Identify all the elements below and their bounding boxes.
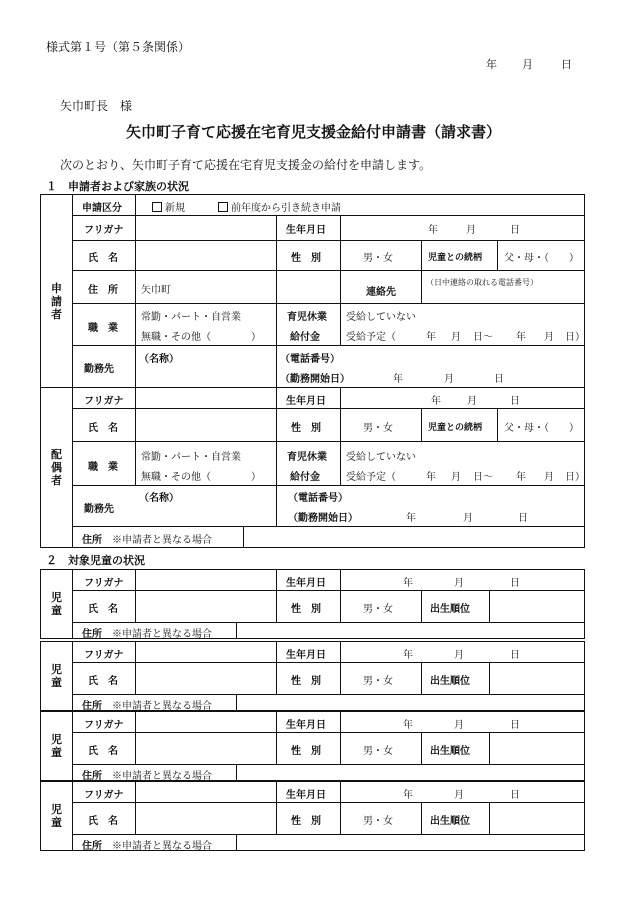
child-furigana-field[interactable] xyxy=(137,783,274,801)
applicant-leave-ymd2-year: 年 xyxy=(516,332,526,343)
applicant-leave-label: 育児休業 xyxy=(287,312,327,323)
applicant-contact-label: 連絡先 xyxy=(366,287,396,298)
child-birth-year: 年 xyxy=(403,650,413,661)
child-birth-month: 月 xyxy=(454,720,464,731)
child-name-field[interactable] xyxy=(137,734,274,762)
applicant-sex-value[interactable]: 男・女 xyxy=(363,253,393,264)
child-address-note: ※申請者と異なる場合 xyxy=(112,701,212,712)
spouse-leave-ymd2-day: 日） xyxy=(565,472,585,483)
category-new-checkbox[interactable]: 新規 xyxy=(152,199,185,214)
child-furigana-label: フリガナ xyxy=(84,578,124,589)
child-birth-order-field[interactable] xyxy=(491,734,583,762)
applicant-birth-label: 生年月日 xyxy=(286,225,326,236)
child-birth-year: 年 xyxy=(403,790,413,801)
child-furigana-field[interactable] xyxy=(137,571,274,589)
child-sex-label: 性 別 xyxy=(291,676,321,687)
applicant-relation-label: 児童との続柄 xyxy=(428,253,483,263)
child-furigana-label: フリガナ xyxy=(84,790,124,801)
child-address-label: 住所 xyxy=(82,841,102,852)
child-address-note: ※申請者と異なる場合 xyxy=(112,841,212,852)
child-side-label: 児 童 xyxy=(51,803,62,829)
spouse-birth-day: 日 xyxy=(510,396,520,407)
child-birth-order-label: 出生順位 xyxy=(430,746,470,757)
spouse-furigana-label: フリガナ xyxy=(84,396,124,407)
spouse-birth-year: 年 xyxy=(431,396,441,407)
child-name-label: 氏 名 xyxy=(88,604,118,615)
spouse-address-note: ※申請者と異なる場合 xyxy=(112,535,212,546)
applicant-leave-ymd1-day: 日～ xyxy=(473,332,493,343)
spouse-relation-value[interactable]: 父・母・（ ） xyxy=(504,423,579,434)
child-name-label: 氏 名 xyxy=(88,746,118,757)
child-furigana-label: フリガナ xyxy=(84,650,124,661)
spouse-name-field[interactable] xyxy=(137,410,274,439)
child-sex-value[interactable]: 男・女 xyxy=(363,604,393,615)
applicant-leave-label-2: 給付金 xyxy=(290,332,320,343)
applicant-birth-month: 月 xyxy=(466,225,476,236)
spouse-sex-value[interactable]: 男・女 xyxy=(363,423,393,434)
child-furigana-field[interactable] xyxy=(137,713,274,731)
child-address-field[interactable] xyxy=(238,765,583,779)
child-address-label: 住所 xyxy=(82,771,102,782)
applicant-furigana-label: フリガナ xyxy=(84,225,124,236)
child-address-label: 住所 xyxy=(82,701,102,712)
child-name-field[interactable] xyxy=(137,592,274,620)
applicant-leave-ymd1-month: 月 xyxy=(451,332,461,343)
applicant-job-label: 職 業 xyxy=(88,323,118,334)
child-furigana-field[interactable] xyxy=(137,643,274,661)
spouse-leave-none[interactable]: 受給していない xyxy=(346,452,416,463)
child-address-field[interactable] xyxy=(238,623,583,637)
child-name-field[interactable] xyxy=(137,664,274,692)
child-sex-value[interactable]: 男・女 xyxy=(363,746,393,757)
spouse-leave-planned[interactable]: 受給予定（ xyxy=(346,472,396,483)
child-name-label: 氏 名 xyxy=(88,676,118,687)
applicant-workplace-label: 勤務先 xyxy=(84,364,114,375)
spouse-job-option-other[interactable]: 無職・その他（ ） xyxy=(141,472,261,483)
applicant-work-start-day: 日 xyxy=(494,374,504,385)
child-side-label: 児 童 xyxy=(51,591,62,617)
spouse-job-option-employed[interactable]: 常勤・パート・自営業 xyxy=(141,452,241,463)
spouse-work-start-month: 月 xyxy=(463,513,473,524)
child-sex-value[interactable]: 男・女 xyxy=(363,676,393,687)
category-continue-checkbox[interactable]: 前年度から引き続き申請 xyxy=(218,199,341,214)
child-birth-day: 日 xyxy=(510,720,520,731)
spouse-relation-label: 児童との続柄 xyxy=(428,423,483,433)
child-birth-label: 生年月日 xyxy=(286,790,326,801)
applicant-sex-label: 性 別 xyxy=(291,253,321,264)
spouse-work-start: （勤務開始日） xyxy=(288,513,358,524)
applicant-address-label: 住 所 xyxy=(88,285,118,296)
applicant-leave-ymd2-month: 月 xyxy=(544,332,554,343)
spouse-sex-label: 性 別 xyxy=(291,423,321,434)
child-sex-value[interactable]: 男・女 xyxy=(363,816,393,827)
child-furigana-label: フリガナ xyxy=(84,720,124,731)
intro-text: 次のとおり、矢巾町子育て応援在宅育児支援金の給付を申請します。 xyxy=(60,158,432,172)
child-birth-day: 日 xyxy=(510,650,520,661)
applicant-furigana-field[interactable] xyxy=(137,217,274,238)
child-address-note: ※申請者と異なる場合 xyxy=(112,629,212,640)
child-side-label: 児 童 xyxy=(51,733,62,759)
date-day-label: 日 xyxy=(561,58,572,71)
child-sex-label: 性 別 xyxy=(291,816,321,827)
child-address-note: ※申請者と異なる場合 xyxy=(112,771,212,782)
spouse-workplace-phone[interactable]: （電話番号） xyxy=(288,493,348,504)
applicant-birth-year: 年 xyxy=(428,225,438,236)
checkbox-icon xyxy=(218,202,228,212)
child-birth-year: 年 xyxy=(403,720,413,731)
child-birth-day: 日 xyxy=(510,790,520,801)
spouse-job-label: 職 業 xyxy=(88,462,118,473)
addressee: 矢巾町長 様 xyxy=(60,99,133,113)
applicant-workplace-name[interactable]: （名称） xyxy=(139,354,179,365)
application-category-label: 申請区分 xyxy=(82,203,122,214)
applicant-work-start: （勤務開始日） xyxy=(280,374,350,385)
applicant-job-option-employed[interactable]: 常勤・パート・自営業 xyxy=(141,312,241,323)
applicant-leave-planned[interactable]: 受給予定（ xyxy=(346,332,396,343)
child-birth-label: 生年月日 xyxy=(286,720,326,731)
applicant-name-label: 氏 名 xyxy=(88,253,118,264)
checkbox-icon xyxy=(152,202,162,212)
child-address-label: 住所 xyxy=(82,629,102,640)
applicant-address-value[interactable]: 矢巾町 xyxy=(141,285,171,296)
date-year-label: 年 xyxy=(486,58,497,71)
child-address-field[interactable] xyxy=(238,835,583,849)
spouse-leave-ymd1-year: 年 xyxy=(426,472,436,483)
spouse-side-label: 配 偶 者 xyxy=(51,448,62,487)
child-birth-label: 生年月日 xyxy=(286,650,326,661)
applicant-leave-ymd2-day: 日） xyxy=(565,332,585,343)
applicant-work-start-month: 月 xyxy=(444,374,454,385)
child-side-label: 児 童 xyxy=(51,663,62,689)
child-birth-label: 生年月日 xyxy=(286,578,326,589)
child-birth-order-field[interactable] xyxy=(491,664,583,692)
spouse-leave-label: 育児休業 xyxy=(287,452,327,463)
applicant-name-field[interactable] xyxy=(137,242,274,268)
applicant-job-option-other[interactable]: 無職・その他（ ） xyxy=(141,332,261,343)
child-birth-order-field[interactable] xyxy=(491,804,583,832)
section2-heading: ２ 対象児童の状況 xyxy=(46,554,145,567)
child-sex-label: 性 別 xyxy=(291,604,321,615)
form-number: 様式第１号（第５条関係） xyxy=(46,40,191,54)
child-birth-order-label: 出生順位 xyxy=(430,676,470,687)
spouse-workplace-label: 勤務先 xyxy=(84,504,114,515)
spouse-work-start-day: 日 xyxy=(518,513,528,524)
child-birth-day: 日 xyxy=(510,578,520,589)
applicant-relation-value[interactable]: 父・母・（ ） xyxy=(504,253,579,264)
applicant-leave-none[interactable]: 受給していない xyxy=(346,312,416,323)
spouse-workplace-name[interactable]: （名称） xyxy=(139,493,179,504)
spouse-work-start-year: 年 xyxy=(406,513,416,524)
applicant-work-start-year: 年 xyxy=(393,374,403,385)
child-birth-year: 年 xyxy=(403,578,413,589)
child-birth-month: 月 xyxy=(454,650,464,661)
spouse-furigana-field[interactable] xyxy=(137,389,274,407)
child-birth-month: 月 xyxy=(454,578,464,589)
spouse-birth-label: 生年月日 xyxy=(286,396,326,407)
child-name-label: 氏 名 xyxy=(88,816,118,827)
spouse-leave-ymd1-month: 月 xyxy=(451,472,461,483)
child-address-field[interactable] xyxy=(238,695,583,709)
spouse-birth-month: 月 xyxy=(467,396,477,407)
spouse-leave-ymd1-day: 日～ xyxy=(473,472,493,483)
section1-heading: １ 申請者および家族の状況 xyxy=(46,180,189,193)
applicant-birth-day: 日 xyxy=(510,225,520,236)
applicant-contact-note: （日中連絡の取れる電話番号） xyxy=(426,278,538,287)
child-sex-label: 性 別 xyxy=(291,746,321,757)
applicant-side-label: 申 請 者 xyxy=(51,281,62,321)
child-birth-order-field[interactable] xyxy=(491,592,583,620)
spouse-address-label: 住所 xyxy=(82,535,102,546)
spouse-name-label: 氏 名 xyxy=(88,423,118,434)
applicant-workplace-phone[interactable]: （電話番号） xyxy=(280,354,340,365)
child-birth-order-label: 出生順位 xyxy=(430,816,470,827)
applicant-leave-ymd1-year: 年 xyxy=(426,332,436,343)
date-month-label: 月 xyxy=(522,58,533,71)
child-birth-month: 月 xyxy=(454,790,464,801)
child-birth-order-label: 出生順位 xyxy=(430,604,470,615)
spouse-leave-label-2: 給付金 xyxy=(290,472,320,483)
spouse-leave-ymd2-year: 年 xyxy=(516,472,526,483)
spouse-leave-ymd2-month: 月 xyxy=(544,472,554,483)
spouse-address-field[interactable] xyxy=(245,528,583,546)
page-title: 矢巾町子育て応援在宅育児支援金給付申請書（請求書） xyxy=(126,123,502,141)
child-name-field[interactable] xyxy=(137,804,274,832)
